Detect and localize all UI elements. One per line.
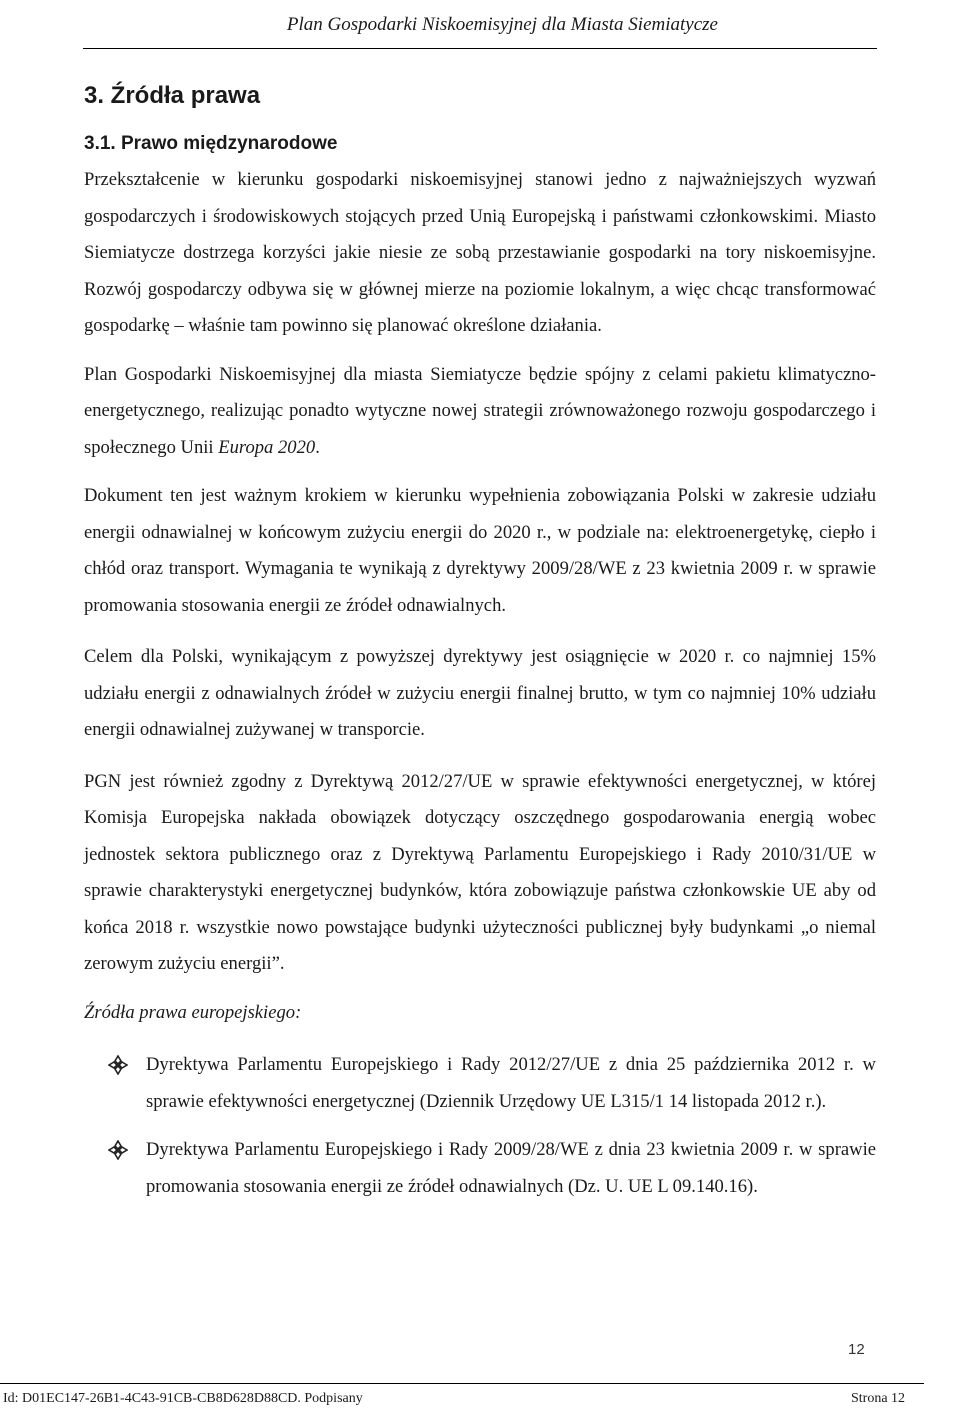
page-number: 12 [848,1341,865,1358]
paragraph-2-text: Plan Gospodarki Niskoemisyjnej dla miasta Siemiatycze będzie spójny z celami pakietu klimatyczno-energetycznego, realizując ponadto wytyczne nowej strategii zrównoważonego rozwoju gospodarczego i społecznego Unii [84,363,876,458]
chapter-title: 3. Źródła prawa [84,82,261,109]
list-item [84,1047,876,1120]
list-item [84,1132,876,1205]
diamond-bullet-icon [108,1055,128,1075]
source-text: Dyrektywa Parlamentu Europejskiego i Rady 2012/27/UE z dnia 25 października 2012 r. w sprawie efektywności energetycznej (Dziennik Urzędowy UE L315/1 14 listopada 2012 r.). [146,1054,876,1112]
paragraph-5: PGN jest również zgodny z Dyrektywą 2012/27/UE w sprawie efektywności energetycznej, w której Komisja Europejska nakłada obowiązek dotyczący oszczędnego gospodarowania energią wobec jednostek sektora publicznego oraz z Dyrektywą Parlamentu Europejskiego i Rady 2010/31/UE w sprawie charakterystyki energetycznej budynków, która zobowiązuje państwa członkowskie UE aby od końca 2018 r. wszystkie nowo powstające budynki użyteczności publicznej były budynkami „o niemal zerowym zużyciu energii”. [84,770,876,974]
sources-heading: Źródła prawa europejskiego: [84,1001,302,1023]
paragraph-4: Celem dla Polski, wynikającym z powyższej dyrektywy jest osiągnięcie w 2020 r. co najmniej 15% udziału energii z odnawialnych źródeł w zużyciu energii finalnej brutto, w tym co najmniej 10% udziału energii odnawialnej zużywanej w transporcie. [84,646,876,740]
footer-document-id: Id: D01EC147-26B1-4C43-91CB-CB8D628D88CD. Podpisany [3,1391,363,1406]
paragraph-3: Dokument ten jest ważnym krokiem w kierunku wypełnienia zobowiązania Polski w zakresie udziału energii odnawialnej w końcowym zużyciu energii do 2020 r., w podziale na: elektroenergetykę, ciepło i chłód oraz transport. Wymagania te wynikają z dyrektywy 2009/28/WE z 23 kwietnia 2009 r. w sprawie promowania stosowania energii ze źródeł odnawialnych. [84,485,876,616]
running-header: Plan Gospodarki Niskoemisyjnej dla Miasta Siemiatycze [286,14,718,35]
source-text: Dyrektywa Parlamentu Europejskiego i Rady 2009/28/WE z dnia 23 kwietnia 2009 r. w sprawie promowania stosowania energii ze źródeł odnawialnych (Dz. U. UE L 09.140.16). [146,1139,876,1197]
footer-rule [0,1383,924,1384]
paragraph-2 [84,357,876,467]
page-content [84,78,876,1217]
paragraph-2-end: . [315,436,320,458]
diamond-bullet-icon [108,1140,128,1160]
section-title: 3.1. Prawo międzynarodowe [84,133,338,154]
header-rule [83,48,877,49]
europa-2020: Europa 2020 [218,436,316,458]
paragraph-1: Przekształcenie w kierunku gospodarki niskoemisyjnej stanowi jedno z najważniejszych wyzwań gospodarczych i środowiskowych stojących przed Unią Europejską i państwami członkowskimi. Miasto Siemiatycze dostrzega korzyści jakie niesie ze sobą przestawianie gospodarki na tory niskoemisyjne. Rozwój gospodarczy odbywa się w głównej mierze na poziomie lokalnym, a więc chcąc transformować gospodarkę – właśnie tam powinno się planować określone działania. [84,169,876,336]
sources-list [84,1047,876,1205]
footer-page-label: Strona 12 [851,1391,906,1406]
